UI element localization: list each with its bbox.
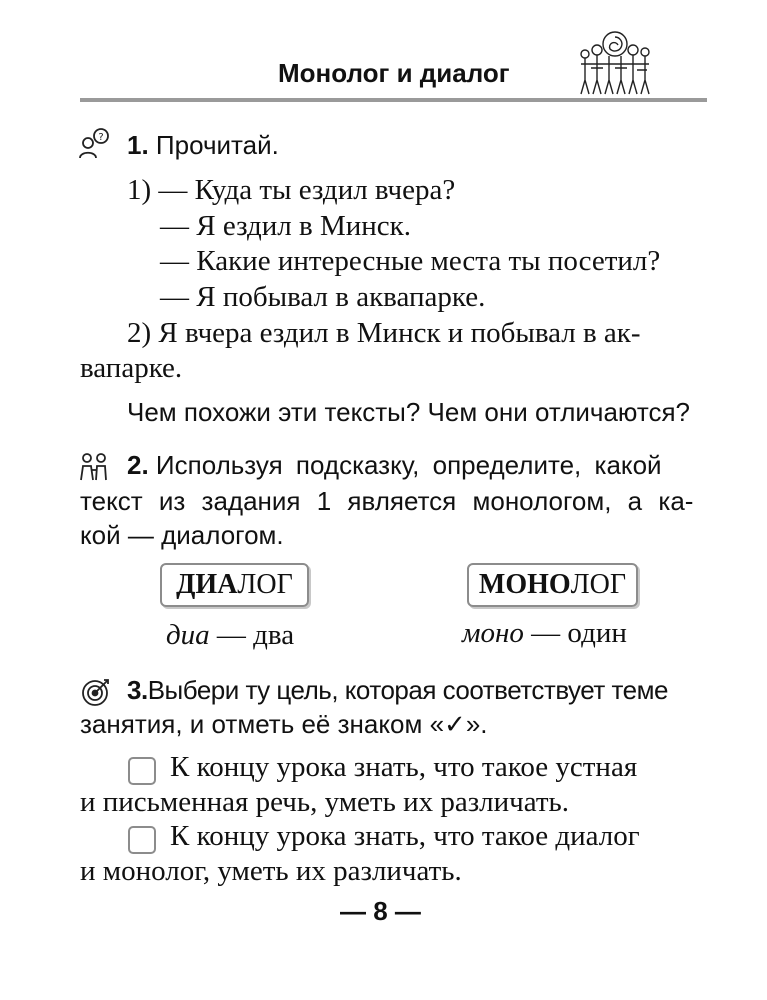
children-illustration-icon (575, 30, 655, 96)
monolog-suffix: ЛОГ (570, 569, 627, 600)
task3-text-line1 (127, 675, 668, 706)
dialog-prefix: ДИА (176, 569, 238, 600)
task2-text-line3: кой — диалогом. (80, 520, 284, 550)
pair-work-icon (78, 450, 110, 482)
task1-heading (127, 130, 279, 161)
task2-text-line1 (127, 450, 662, 481)
goal-option2-line1: К концу урока знать, что такое диалог (170, 820, 640, 852)
goal-option2-checkbox[interactable] (128, 826, 156, 854)
task2-text-line2: текст из задания 1 является монологом, а ка- (80, 486, 694, 516)
task1-question: Чем похожи эти тексты? Чем они отличаются? (127, 397, 690, 427)
svg-text:?: ? (98, 132, 104, 143)
task2-number: 2. (127, 450, 149, 480)
monologue-line: вапарке. (80, 352, 183, 384)
goal-option2-line2: и монолог, уметь их различать. (80, 855, 462, 887)
monolog-hint-box (467, 563, 638, 607)
page-number: — 8 — (340, 896, 421, 926)
monolog-prefix: МОНО (478, 569, 571, 600)
target-goal-icon (80, 676, 112, 708)
task3-number: 3. (127, 675, 148, 705)
header-divider (80, 98, 707, 102)
dialog-meaning (166, 619, 294, 652)
monolog-root: моно (462, 617, 524, 649)
goal-option1-line1: К концу урока знать, что такое устная (170, 751, 638, 783)
dialog-translation: — два (209, 619, 295, 651)
goal-option1-checkbox[interactable] (128, 757, 156, 785)
dialogue-line: — Какие интересные места ты посетил? (160, 245, 661, 277)
dialog-hint-box (160, 563, 309, 607)
monologue-line: 2) Я вчера ездил в Минск и побывал в ак- (127, 317, 641, 349)
dialogue-line: — Я ездил в Минск. (160, 210, 411, 242)
task3-text: Выбери ту цель, которая соответствует теме (147, 675, 668, 705)
goal-option1-line2: и письменная речь, уметь их различать. (80, 786, 570, 818)
page-title: Монолог и диалог (278, 58, 510, 88)
dialog-suffix: ЛОГ (237, 569, 293, 600)
task1-number: 1. (127, 130, 149, 160)
dialogue-line: 1) — Куда ты ездил вчера? (127, 174, 456, 206)
monolog-meaning (462, 617, 627, 650)
dialog-root: диа (166, 619, 210, 651)
task3-text-line2: занятия, и отметь её знаком «✓». (80, 709, 488, 739)
task1-instruction: Прочитай. (155, 130, 279, 160)
dialogue-line: — Я побывал в аквапарке. (160, 281, 486, 313)
task2-text: Используя подсказку, определите, какой (155, 450, 662, 480)
monolog-translation: — один (523, 617, 627, 649)
thinking-person-icon (78, 128, 110, 160)
